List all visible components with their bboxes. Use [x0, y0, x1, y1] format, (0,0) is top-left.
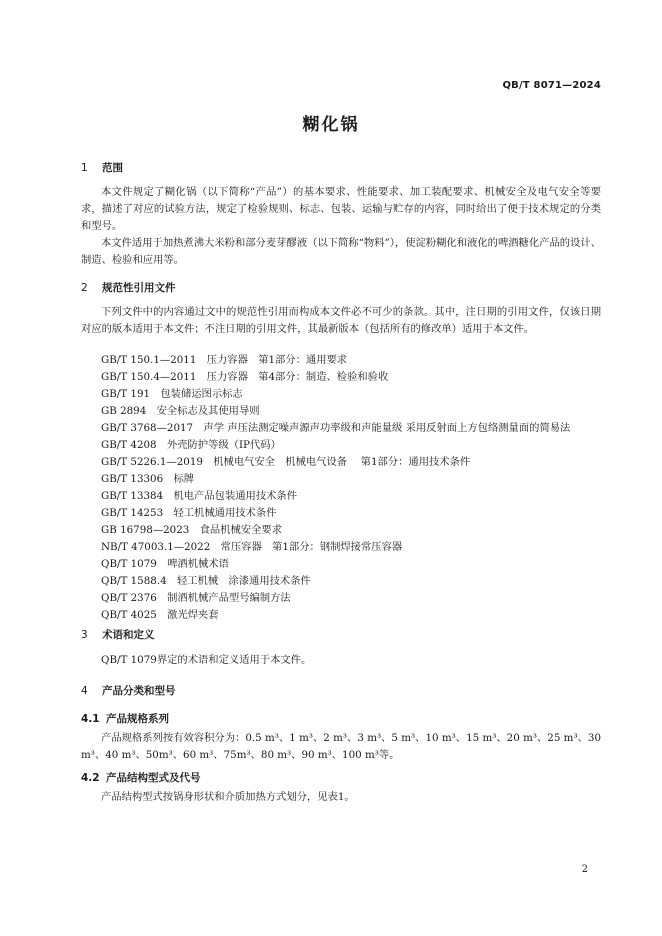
section-title: 规范性引用文件 — [102, 282, 176, 294]
terms-paragraph: QB/T 1079界定的术语和定义适用于本文件。 — [101, 654, 312, 666]
section-number: 3 — [81, 629, 88, 641]
reference-item: QB/T 1079 啤酒机械术语 — [101, 558, 229, 570]
section-number: 4 — [81, 685, 88, 697]
reference-item: GB/T 14253 轻工机械通用技术条件 — [101, 507, 277, 519]
reference-item: GB/T 13384 机电产品包装通用技术条件 — [101, 490, 298, 502]
reference-item: GB/T 191 包装储运图示标志 — [101, 388, 243, 400]
normative-references-intro: 下列文件中的内容通过文中的规范性引用而构成本文件必不可少的条款。其中，注日期的引用文件，仅该日期对应的版本适用于本文件；不注日期的引用文件，其最新版本（包括所有的修改单）适用于本文件。 — [81, 306, 601, 335]
reference-list — [81, 352, 601, 624]
section-title: 产品规格系列 — [106, 713, 169, 725]
scope-paragraph-2: 本文件适用于加热煮沸大米粉和部分麦芽醪液（以下简称“物料”），使淀粉糊化和液化的啤酒糖化产品的设计、制造、检验和应用等。 — [81, 237, 601, 266]
section-4-heading — [81, 683, 176, 698]
section-4-1-heading — [81, 711, 169, 726]
reference-item: GB/T 5226.1—2019 机械电气安全 机械电气设备 第1部分：通用技术条件 — [101, 456, 471, 468]
document-title: 糊化锅 — [302, 115, 360, 135]
reference-item: GB/T 150.4—2011 压力容器 第4部分：制造、检验和验收 — [101, 371, 389, 383]
reference-item: GB 16798—2023 食品机械安全要求 — [101, 524, 282, 536]
reference-item: QB/T 2376 制酒机械产品型号编制方法 — [101, 592, 291, 604]
reference-item: GB/T 4208 外壳防护等级（IP代码） — [101, 439, 281, 451]
section-number: 4.1 — [81, 713, 100, 725]
section-2-heading — [81, 280, 176, 295]
reference-item: QB/T 1588.4 轻工机械 涂漆通用技术条件 — [101, 575, 311, 587]
section-title: 术语和定义 — [102, 629, 155, 641]
reference-item: GB/T 150.1—2011 压力容器 第1部分：通用要求 — [101, 354, 348, 366]
section-title: 产品分类和型号 — [102, 685, 176, 697]
scope-paragraph-1: 本文件规定了糊化锅（以下简称“产品”）的基本要求、性能要求、加工装配要求、机械安全及电气安全等要求，描述了对应的试验方法，规定了检验规则、标志、包装、运输与贮存的内容，同时给出了便于技术规定的分类和型号。 — [81, 186, 601, 232]
section-title: 产品结构型式及代号 — [106, 772, 201, 784]
section-number: 1 — [81, 162, 88, 174]
section-number: 2 — [81, 282, 88, 294]
reference-item: GB/T 3768—2017 声学 声压法测定噪声源声功率级和声能量级 采用反射面上方包络测量面的简易法 — [101, 422, 571, 434]
section-3-heading — [81, 627, 155, 642]
section-1-heading — [81, 160, 123, 175]
document-code: QB/T 8071—2024 — [502, 80, 601, 91]
section-number: 4.2 — [81, 772, 100, 784]
reference-item: GB/T 13306 标牌 — [101, 473, 195, 485]
specification-series-paragraph: 产品规格系列按有效容积分为：0.5 m³、1 m³、2 m³、3 m³、5 m³、10 m³、15 m³、20 m³、25 m³、30 m³、40 m³、50m³、60 m³、75m³、80 m³、90 m³、100 m³等。 — [81, 732, 601, 761]
structure-type-paragraph: 产品结构型式按锅身形状和介质加热方式划分，见表1。 — [101, 791, 355, 803]
page-number: 2 — [581, 864, 588, 875]
reference-item: GB 2894 安全标志及其使用导则 — [101, 405, 260, 417]
section-4-2-heading — [81, 770, 201, 785]
section-title: 范围 — [102, 162, 123, 174]
reference-item: QB/T 4025 激光焊夹套 — [101, 609, 219, 621]
reference-item: NB/T 47003.1—2022 常压容器 第1部分：钢制焊接常压容器 — [101, 541, 403, 553]
